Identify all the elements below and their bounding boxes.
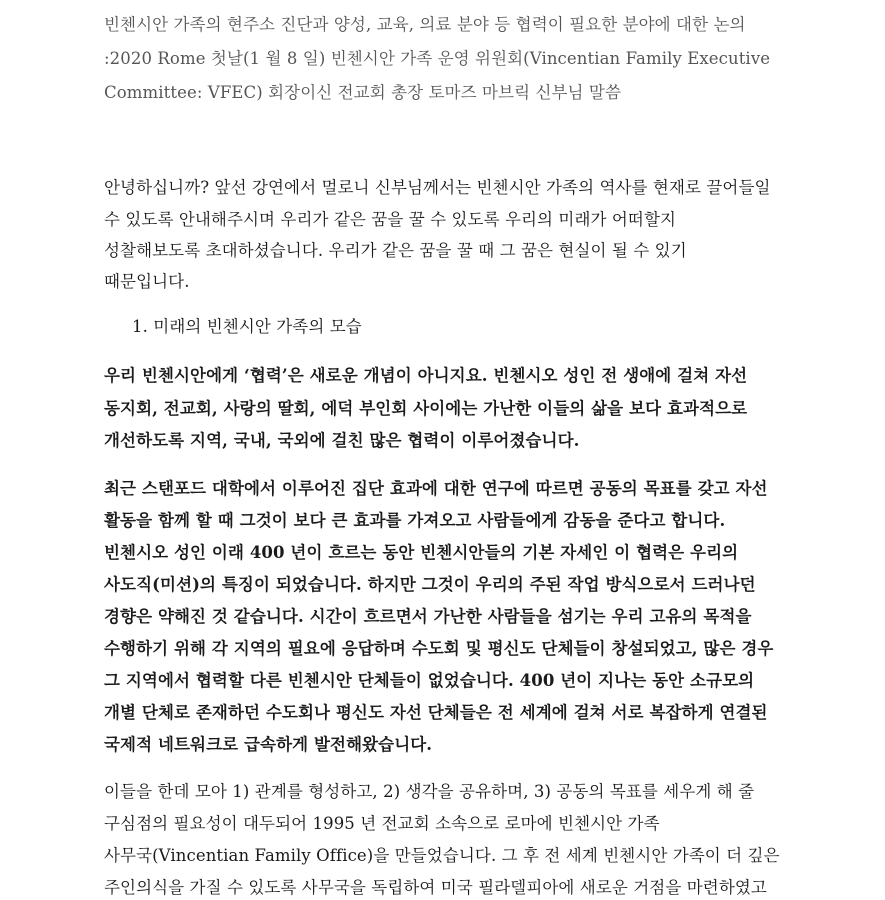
title-line-2: :2020 Rome 첫날(1 월 8 일) 빈첸시안 가족 운영 위원회(Vincentian Family Executive (104, 49, 771, 68)
para2-line-8: 개별 단체로 존재하던 수도회나 평신도 자선 단체들은 전 세계에 걸쳐 서로 복잡하게 연결된 (104, 703, 768, 722)
para2-line-9: 국제적 네트워크로 급속하게 발전해왔습니다. (104, 735, 433, 754)
para1-line-2: 동지회, 전교회, 사랑의 딸회, 에덕 부인회 사이에는 가난한 이들의 삶을 보다 효과적으로 (104, 399, 748, 418)
para2-line-4: 사도직(미션)의 특징이 되었습니다. 하지만 그것이 우리의 주된 작업 방식으로서 드러나던 (104, 575, 756, 594)
para1-line-3: 개선하도록 지역, 국내, 국외에 걸친 많은 협력이 이루어졌습니다. (104, 431, 580, 450)
para3-line-2: 구심점의 필요성이 대두되어 1995 년 전교회 소속으로 로마에 빈첸시안 가족 (104, 814, 660, 833)
para1-line-1: 우리 빈첸시안에게 ‘협력’은 새로운 개념이 아니지요. 빈첸시오 성인 전 생애에 걸쳐 자선 (104, 366, 748, 385)
para2-line-6: 수행하기 위해 각 지역의 필요에 응답하며 수도회 및 평신도 단체들이 창설되었고, 많은 경우 (104, 639, 774, 658)
intro-line-1: 안녕하십니까? 앞선 강연에서 멀로니 신부님께서는 빈첸시안 가족의 역사를 현재로 끌어들일 (104, 178, 771, 197)
section-heading: 1. 미래의 빈첸시안 가족의 모습 (132, 317, 362, 336)
para3-line-4: 주인의식을 가질 수 있도록 사무국을 독립하여 미국 필라델피아에 새로운 거점을 마련하였고 (104, 878, 767, 897)
title-line-1: 빈첸시안 가족의 현주소 진단과 양성, 교육, 의료 분야 등 협력이 필요한 분야에 대한 논의 (104, 15, 746, 34)
para2-line-7: 그 지역에서 협력할 다른 빈첸시안 단체들이 없었습니다. 400 년이 지나는 동안 소규모의 (104, 671, 755, 690)
para2-line-5: 경향은 약해진 것 같습니다. 시간이 흐르면서 가난한 사람들을 섬기는 우리 고유의 목적을 (104, 607, 752, 626)
para2-line-2: 활동을 함께 할 때 그것이 보다 큰 효과를 가져오고 사람들에게 감동을 준다고 합니다. (104, 511, 726, 530)
intro-line-2: 수 있도록 안내해주시며 우리가 같은 꿈을 꿀 수 있도록 우리의 미래가 어떠할지 (104, 210, 677, 229)
intro-line-3: 성찰해보도록 초대하셨습니다. 우리가 같은 꿈을 꿀 때 그 꿈은 현실이 될 수 있기 (104, 241, 687, 260)
para2-line-3: 빈첸시오 성인 이래 400 년이 흐르는 동안 빈첸시안들의 기본 자세인 이 협력은 우리의 (104, 543, 739, 562)
para2-line-1: 최근 스탠포드 대학에서 이루어진 집단 효과에 대한 연구에 따르면 공동의 목표를 갖고 자선 (104, 479, 768, 498)
intro-line-4: 때문입니다. (104, 272, 190, 291)
title-line-3: Committee: VFEC) 회장이신 전교회 총장 토마즈 마브릭 신부님 말씀 (104, 83, 621, 102)
para3-line-1: 이들을 한데 모아 1) 관계를 형성하고, 2) 생각을 공유하며, 3) 공동의 목표를 세우게 해 줄 (104, 782, 755, 801)
para3-line-3: 사무국(Vincentian Family Office)을 만들었습니다. 그 후 전 세계 빈첸시안 가족이 더 깊은 (104, 846, 780, 865)
